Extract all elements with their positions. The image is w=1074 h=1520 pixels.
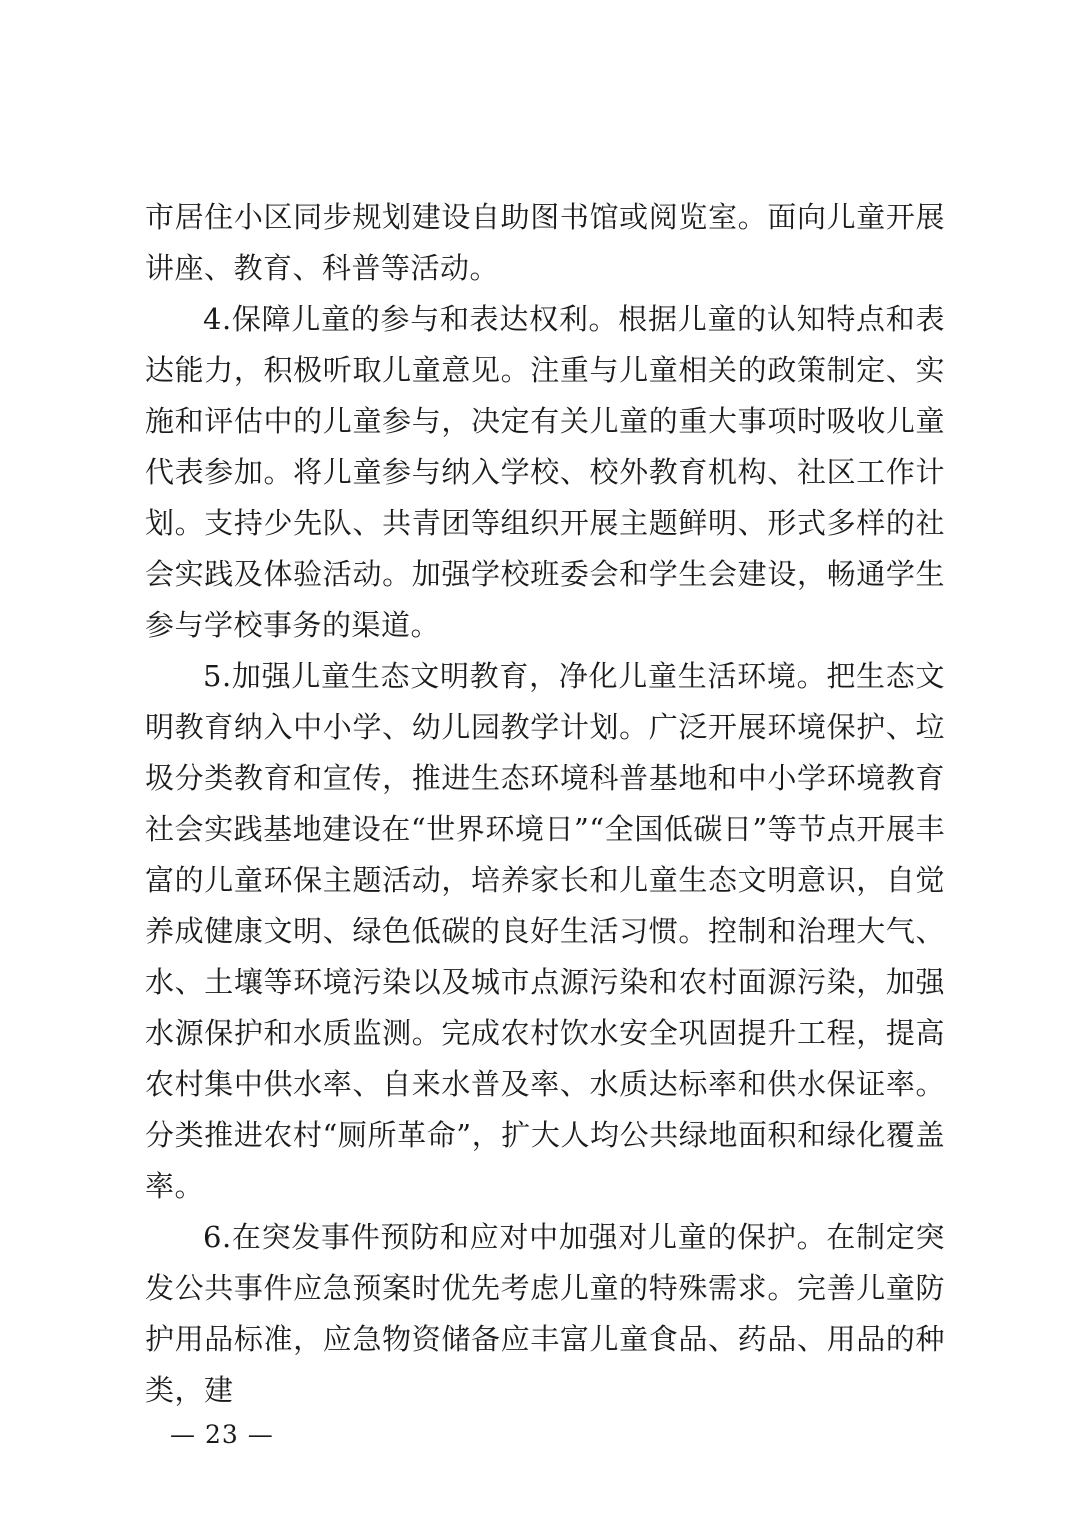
paragraph-item-4: 4.保障儿童的参与和表达权利。根据儿童的认知特点和表达能力，积极听取儿童意见。注重与儿童相关的政策制定、实施和评估中的儿童参与，决定有关儿童的重大事项时吸收儿童代表参加。将儿童参与纳入学校、校外教育机构、社区工作计划。支持少先队、共青团等组织开展主题鲜明、形式多样的社会实践及体验活动。加强学校班委会和学生会建设，畅通学生参与学校事务的渠道。 (145, 302, 945, 642)
paragraph-item-5: 5.加强儿童生态文明教育，净化儿童生活环境。把生态文明教育纳入中小学、幼儿园教学计划。广泛开展环境保护、垃圾分类教育和宣传，推进生态环境科普基地和中小学环境教育社会实践基地建设在“世界环境日”“全国低碳日”等节点开展丰富的儿童环保主题活动，培养家长和儿童生态文明意识，自觉养成健康文明、绿色低碳的良好生活习惯。控制和治理大气、水、土壤等环境污染以及城市点源污染和农村面源污染，加强水源保护和水质监测。完成农村饮水安全巩固提升工程，提高农村集中供水率、自来水普及率、水质达标率和供水保证率。分类推进农村“厕所革命”，扩大人均公共绿地面积和绿化覆盖率。 (145, 659, 945, 1203)
page-number: — 23 — (170, 1420, 274, 1449)
paragraph-continuation: 市居住小区同步规划建设自助图书馆或阅览室。面向儿童开展讲座、教育、科普等活动。 (145, 200, 945, 285)
document-body (145, 192, 945, 1416)
paragraph-item-6: 6.在突发事件预防和应对中加强对儿童的保护。在制定突发公共事件应急预案时优先考虑儿童的特殊需求。完善儿童防护用品标准，应急物资储备应丰富儿童食品、药品、用品的种类，建 (145, 1220, 945, 1407)
